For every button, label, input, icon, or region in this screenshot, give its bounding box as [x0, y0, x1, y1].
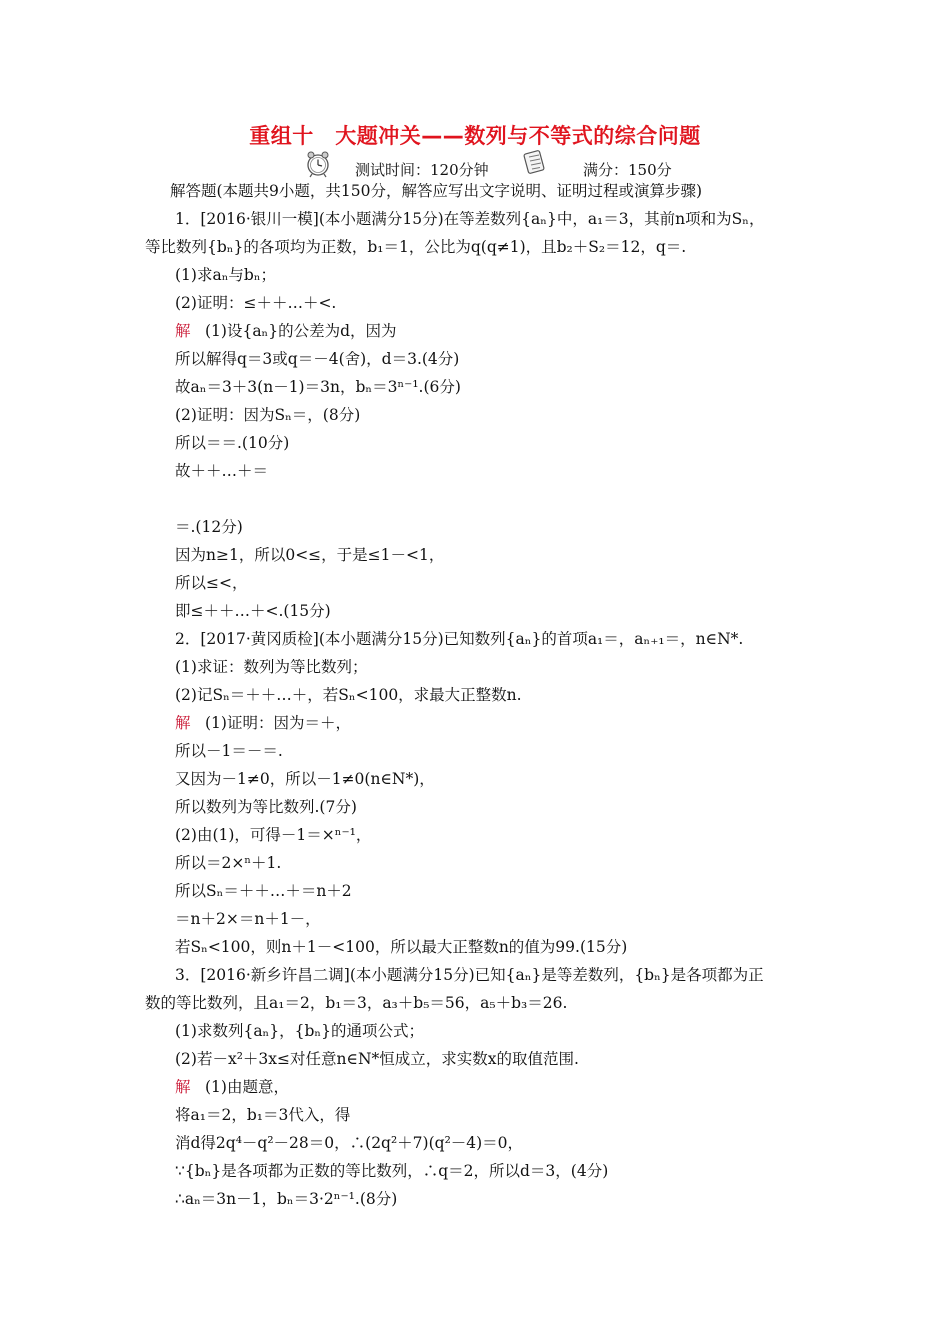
solution-line: (2)证明：因为Sₙ＝，(8分) [175, 406, 361, 424]
exam-meta [315, 157, 735, 181]
solution-line: 所以＝＝.(10分) [175, 434, 290, 452]
solution-label: 解 [175, 714, 191, 732]
solution-line: 所以数列为等比数列.(7分) [175, 798, 357, 816]
solution-line: 所以≤<， [175, 574, 248, 592]
solution-line: ＝n＋2×＝n＋1－， [175, 910, 321, 928]
solution-line: ∴aₙ＝3n－1，bₙ＝3·2ⁿ⁻¹.(8分) [175, 1190, 398, 1208]
solution-label: 解 [175, 322, 191, 340]
solution-1-line: 解 (1)设{aₙ}的公差为d，因为 [175, 322, 397, 340]
solution-3-line: 解 (1)由题意， [175, 1078, 289, 1096]
problem-3-stem: 3．[2016·新乡许昌二调](本小题满分15分)已知{aₙ}是等差数列，{bₙ}是各项都为正 [175, 966, 764, 984]
solution-2-line: 解 (1)证明：因为＝＋， [175, 714, 351, 732]
instruction-line: 解答题(本题共9小题，共150分，解答应写出文字说明、证明过程或演算步骤) [170, 182, 703, 200]
problem-3-stem-cont: 数的等比数列，且a₁＝2，b₁＝3，a₃＋b₅＝56，a₅＋b₃＝26. [145, 994, 568, 1012]
solution-line: (2)由(1)，可得－1＝×ⁿ⁻¹， [175, 826, 372, 844]
problem-3-part-1: (1)求数列{aₙ}，{bₙ}的通项公式； [175, 1022, 424, 1040]
problem-1-stem: 1．[2016·银川一模](本小题满分15分)在等差数列{aₙ}中，a₁＝3，其前n项和为Sₙ， [175, 210, 765, 228]
exam-score: 满分：150分 [583, 161, 672, 179]
solution-line: 所以Sₙ＝＋＋…＋＝n＋2 [175, 882, 352, 900]
solution-line: 将a₁＝2，b₁＝3代入，得 [175, 1106, 351, 1124]
solution-line: 消d得2q⁴－q²－28＝0，∴(2q²＋7)(q²－4)＝0， [175, 1134, 524, 1152]
solution-line: 故aₙ＝3＋3(n－1)＝3n，bₙ＝3ⁿ⁻¹.(6分) [175, 378, 461, 396]
problem-2-part-1: (1)求证：数列为等比数列； [175, 658, 368, 676]
solution-label: 解 [175, 1078, 191, 1096]
page-title: 重组十 大题冲关——数列与不等式的综合问题 [249, 124, 701, 148]
exam-time: 测试时间：120分钟 [355, 161, 489, 179]
solution-line: ＝.(12分) [175, 518, 243, 536]
solution-line: ∵{bₙ}是各项都为正数的等比数列，∴q＝2，所以d＝3，(4分) [175, 1162, 609, 1180]
problem-1-stem-cont: 等比数列{bₙ}的各项均为正数，b₁＝1，公比为q(q≠1)，且b₂＋S₂＝12，q＝. [145, 238, 687, 256]
solution-line: 所以解得q＝3或q＝－4(舍)，d＝3.(4分) [175, 350, 460, 368]
problem-2-stem: 2．[2017·黄冈质检](本小题满分15分)已知数列{aₙ}的首项a₁＝，aₙ₊₁＝，n∈N*. [175, 630, 744, 648]
problem-1-part-2: (2)证明：≤＋＋…＋<. [175, 294, 337, 312]
alarm-clock-icon [303, 149, 333, 179]
solution-line: 故＋＋…＋＝ [175, 462, 269, 480]
solution-line: 因为n≥1，所以0<≤，于是≤1－<1， [175, 546, 445, 564]
problem-2-part-2: (2)记Sₙ＝＋＋…＋，若Sₙ<100，求最大正整数n. [175, 686, 522, 704]
solution-line: 即≤＋＋…＋<.(15分) [175, 602, 331, 620]
problem-3-part-2: (2)若－x²＋3x≤对任意n∈N*恒成立，求实数x的取值范围. [175, 1050, 579, 1068]
solution-line: 所以－1＝－＝. [175, 742, 283, 760]
problem-1-part-1: (1)求aₙ与bₙ； [175, 266, 277, 284]
solution-line: 若Sₙ<100，则n＋1－<100，所以最大正整数n的值为99.(15分) [175, 938, 628, 956]
scroll-icon [519, 147, 549, 177]
solution-line: 又因为－1≠0，所以－1≠0(n∈N*)， [175, 770, 435, 788]
solution-line: 所以＝2×ⁿ＋1. [175, 854, 282, 872]
